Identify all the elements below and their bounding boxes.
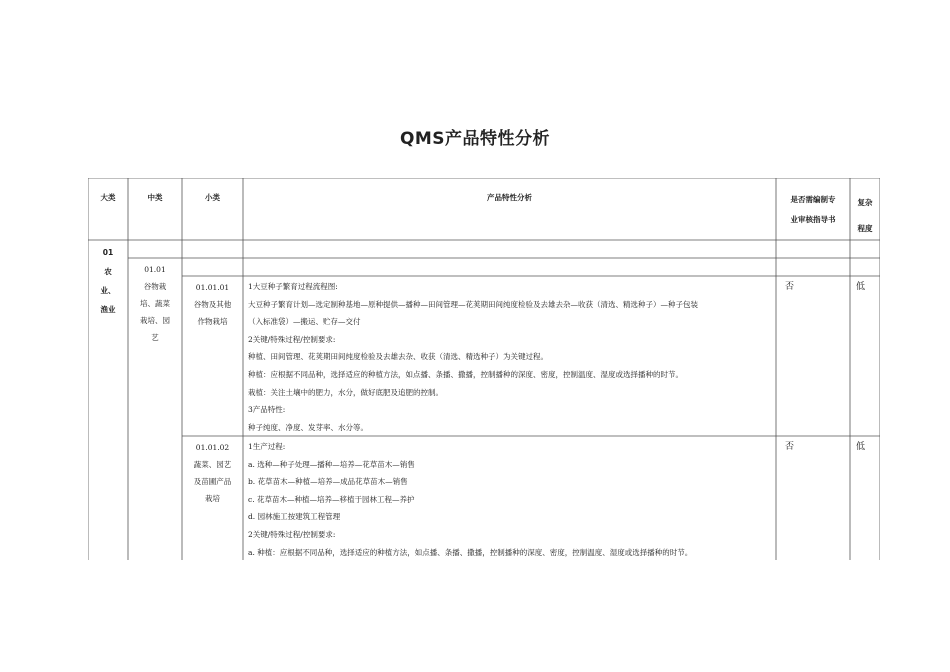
page-title: QMS产品特性分析 <box>399 129 551 149</box>
analysis-line: 2关键/特殊过程/控制要求: <box>248 334 336 344</box>
header-complexity <box>850 190 880 242</box>
major-name-1: 农 <box>104 267 112 276</box>
header-guide-line2: 业审核指导书 <box>790 215 836 224</box>
analysis-line: 2关键/特殊过程/控制要求: <box>248 529 336 539</box>
middle-name-2: 培、蔬菜 <box>140 299 170 308</box>
minor-code: 01.01.01 <box>195 283 230 292</box>
middle-code: 01.01 <box>144 265 166 274</box>
analysis-text-2 <box>248 438 774 561</box>
minor-name-1: 蔬菜、园艺 <box>193 460 232 469</box>
header-analysis: 产品特性分析 <box>487 193 532 202</box>
analysis-text-1 <box>248 278 774 436</box>
analysis-line: c. 花草苗木—种植—培养—移植于园林工程—养护 <box>248 494 415 504</box>
header-guide-line1: 是否需编制专 <box>790 195 836 204</box>
minor-code: 01.01.02 <box>195 443 230 452</box>
analysis-line: a. 种植：应根据不同品种，选择适应的种植方法，如点播、条播、撒播，控制播种的深度、密度，控制温度、湿度或选择播种的时节。 <box>248 547 693 557</box>
minor-class-1 <box>182 279 243 330</box>
header-guide <box>776 190 850 230</box>
analysis-line: 种子纯度、净度、发芽率、水分等。 <box>248 422 368 432</box>
major-name-3: 渔业 <box>100 305 116 314</box>
analysis-line: 大豆种子繁育计划—选定制种基地—原种提供—播种—田间管理—花荚期田间纯度检验及去雄去杂—收获（清选、精选种子）—种子包装 <box>248 299 698 309</box>
analysis-line: 种植、田间管理、花荚期田间纯度检验及去雄去杂、收获（清选、精选种子）为关键过程。 <box>248 352 548 362</box>
middle-class <box>128 261 182 346</box>
major-code: 01 <box>102 248 114 257</box>
minor-class-2 <box>182 439 243 507</box>
minor-name-1: 谷物及其他 <box>193 300 232 309</box>
header-middle: 中类 <box>147 193 163 202</box>
analysis-line: 3产品特性: <box>248 405 286 415</box>
header-minor: 小类 <box>205 193 220 202</box>
middle-name-4: 艺 <box>151 333 159 342</box>
middle-name-3: 栽培、园 <box>140 316 170 325</box>
analysis-line: 栽植：关注土壤中的肥力，水分，做好底肥及追肥的控制。 <box>248 387 443 397</box>
header-complexity-line1: 复杂 <box>857 198 873 207</box>
product-characteristics-table <box>88 178 880 560</box>
analysis-line: 1大豆种子繁育过程流程图: <box>248 282 338 291</box>
complexity-value-1: 低 <box>856 282 866 292</box>
analysis-line: （入标准袋）—搬运、贮存—交付 <box>248 317 361 327</box>
middle-name-1: 谷物栽 <box>143 282 167 291</box>
guide-value-2: 否 <box>785 442 795 452</box>
guide-value-1: 否 <box>785 282 795 292</box>
minor-name-2: 作物栽培 <box>197 317 228 326</box>
analysis-line: d. 园林施工按建筑工程管理 <box>248 512 341 522</box>
header-major: 大类 <box>100 193 116 202</box>
major-name-2: 业、 <box>100 286 116 295</box>
minor-name-2: 及苗圃产品 <box>193 477 232 486</box>
complexity-value-2: 低 <box>856 442 866 452</box>
minor-name-3: 栽培 <box>205 494 220 503</box>
analysis-line: 1生产过程: <box>248 442 286 451</box>
major-class <box>88 243 128 319</box>
header-complexity-line2: 程度 <box>857 224 873 233</box>
analysis-line: a. 选种—种子处理—播种—培养—花草苗木—销售 <box>248 459 415 469</box>
analysis-line: 种植：应根据不同品种，选择适应的种植方法，如点播、条播、撒播，控制播种的深度、密度，控制温度、湿度或选择播种的时节。 <box>248 369 683 379</box>
analysis-line: b. 花草苗木—种植—培养—成品花草苗木—销售 <box>248 477 408 487</box>
